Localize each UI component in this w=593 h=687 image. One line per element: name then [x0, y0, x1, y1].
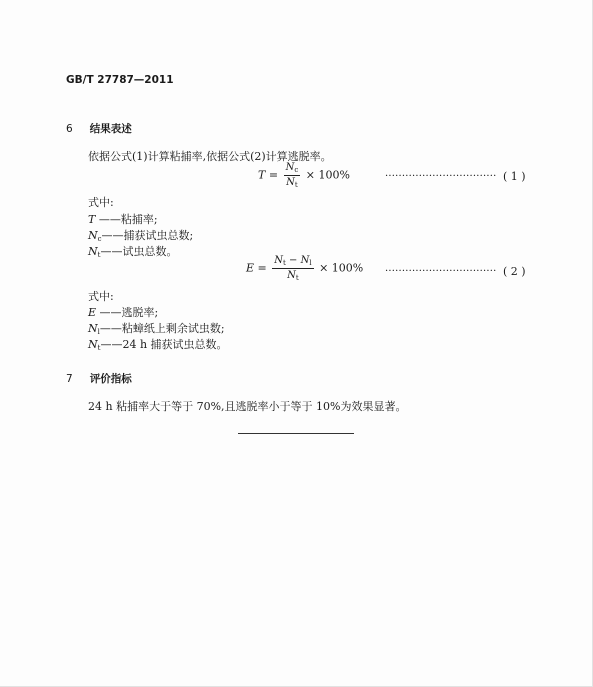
where-label: 式中:	[88, 290, 114, 303]
fraction: $\frac{N_c}{N_t}$	[285, 162, 299, 189]
section-6-intro: 依据公式(1)计算粘捕率,依据公式(2)计算逃脱率。	[88, 150, 332, 163]
formula-leader-dots: ·································	[385, 266, 497, 277]
section-title: 评价指标	[89, 373, 132, 385]
formula-lhs: E	[246, 261, 255, 275]
standard-number-header: GB/T 27787—2011	[66, 74, 174, 86]
where-label: 式中:	[88, 196, 114, 209]
formula-leader-dots: ·································	[385, 171, 497, 182]
definition-line: E ——逃脱率;	[88, 306, 159, 319]
formula-multiplier: × 100%	[319, 261, 364, 275]
definition-line: $N_l——$粘蟑纸上剩余试虫数;	[88, 322, 225, 336]
formula-number: ( 2 )	[503, 265, 526, 278]
section-6-heading	[66, 117, 132, 136]
end-of-document-line	[238, 433, 354, 434]
formula-lhs: T	[258, 168, 266, 182]
formula-2: E = $\frac{N_t - N_l}{N_t}$ × 100%	[246, 255, 364, 282]
formula-multiplier: × 100%	[305, 168, 350, 182]
section-number: 7	[66, 373, 73, 385]
section-number: 6	[66, 123, 73, 135]
section-7-heading	[66, 367, 132, 386]
definition-line: $N_t——$试虫总数。	[88, 245, 178, 259]
formula-1: T = $\frac{N_c}{N_t}$ × 100%	[258, 162, 350, 189]
definition-line: $N_c——$捕获试虫总数;	[88, 229, 194, 243]
fraction: $\frac{N_t - N_l}{N_t}$	[274, 255, 312, 282]
definition-line: $N_t——24$ h 捕获试虫总数。	[88, 338, 228, 352]
formula-number: ( 1 )	[503, 170, 526, 183]
definition-line: T ——粘捕率;	[88, 213, 158, 226]
section-7-text: 24 h 粘捕率大于等于 70%,且逃脱率小于等于 10%为效果显著。	[88, 400, 407, 413]
section-title: 结果表述	[89, 123, 132, 135]
